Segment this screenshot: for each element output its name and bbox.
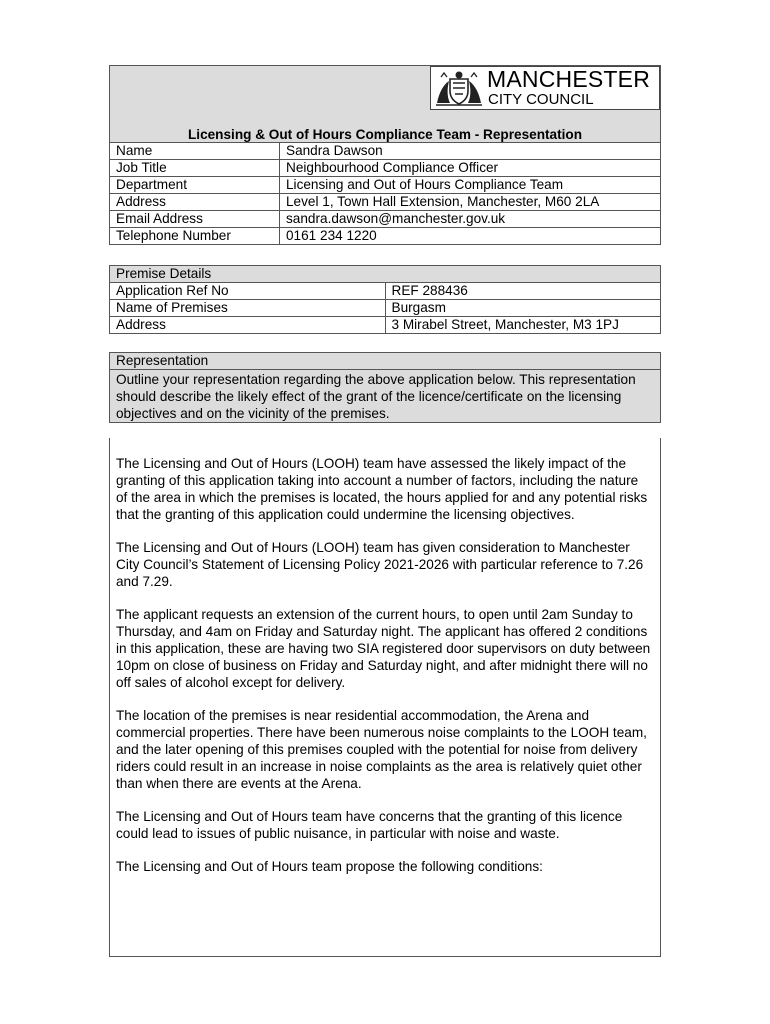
form-title: Licensing & Out of Hours Compliance Team - Representation (187, 127, 583, 142)
paragraph: The Licensing and Out of Hours team have concerns that the granting of this licence could lead to issues of public nuisance, in particular with noise and waste. (116, 809, 623, 841)
row-value: Neighbourhood Compliance Officer (280, 160, 661, 177)
table-row (110, 143, 661, 160)
paragraph: The location of the premises is near residential accommodation, the Arena and commercial properties. There have been numerous noise complaints to the LOOH team, and the later opening of this premises coupled with the potential for noise from delivery riders could result in an increase in noise complaints as the area is relatively quiet other than when there are events at the Arena. (116, 708, 647, 791)
table-row (110, 194, 661, 211)
row-value: sandra.dawson@manchester.gov.uk (280, 211, 661, 228)
row-label: Name of Premises (110, 300, 386, 317)
row-value: REF 288436 (385, 283, 661, 300)
paragraph: The Licensing and Out of Hours team propose the following conditions: (116, 859, 543, 874)
table-row (110, 228, 661, 245)
row-value: Burgasm (385, 300, 661, 317)
row-label: Job Title (110, 160, 280, 177)
row-value: Level 1, Town Hall Extension, Manchester, M60 2LA (280, 194, 661, 211)
row-label: Email Address (110, 211, 280, 228)
table-row (110, 211, 661, 228)
paragraph: The Licensing and Out of Hours (LOOH) team has given consideration to Manchester City Council’s Statement of Licensing Policy 2021-2026 with particular reference to 7.26 and 7.29. (116, 540, 644, 589)
premise-heading: Premise Details (110, 266, 661, 283)
officer-details-table (109, 142, 661, 245)
row-label: Department (110, 177, 280, 194)
row-value: Licensing and Out of Hours Compliance Team (280, 177, 661, 194)
row-label: Application Ref No (110, 283, 386, 300)
row-label: Address (110, 194, 280, 211)
row-label: Name (110, 143, 280, 160)
representation-body (109, 438, 661, 957)
row-value: 0161 234 1220 (280, 228, 661, 245)
logo-text-line2: CITY COUNCIL (488, 91, 594, 108)
premise-details-table (109, 265, 661, 334)
row-value: 3 Mirabel Street, Manchester, M3 1PJ (385, 317, 661, 334)
logo-text-line1: MANCHESTER (487, 66, 651, 92)
table-row (110, 283, 661, 300)
council-logo (430, 66, 660, 110)
row-label: Telephone Number (110, 228, 280, 245)
paragraph: The applicant requests an extension of the current hours, to open until 2am Sunday to Thursday, and 4am on Friday and Saturday night. The applicant has offered 2 conditions in this application, these are having two SIA registered door supervisors on duty between 10pm on close of business on Friday and Saturday night, and after midnight there will no off sales of alcohol except for delivery. (116, 607, 651, 690)
table-row (110, 177, 661, 194)
table-row (110, 300, 661, 317)
table-row (110, 317, 661, 334)
representation-heading: Representation (110, 353, 660, 370)
row-label: Address (110, 317, 386, 334)
coat-of-arms-icon (433, 69, 485, 107)
paragraph: The Licensing and Out of Hours (LOOH) team have assessed the likely impact of the granting of this application taking into account a number of factors, including the nature of the area in which the premises is located, the hours applied for and any potential risks that the granting of this application could undermine the licensing objectives. (116, 456, 648, 522)
representation-header (109, 352, 661, 423)
row-value: Sandra Dawson (280, 143, 661, 160)
representation-instructions: Outline your representation regarding the above application below. This representation should describe the likely effect of the grant of the licence/certificate on the licensing objectives and on the vicinity of the premises. (116, 372, 636, 421)
form-header (109, 65, 661, 143)
table-row (110, 160, 661, 177)
table-row (110, 266, 661, 283)
